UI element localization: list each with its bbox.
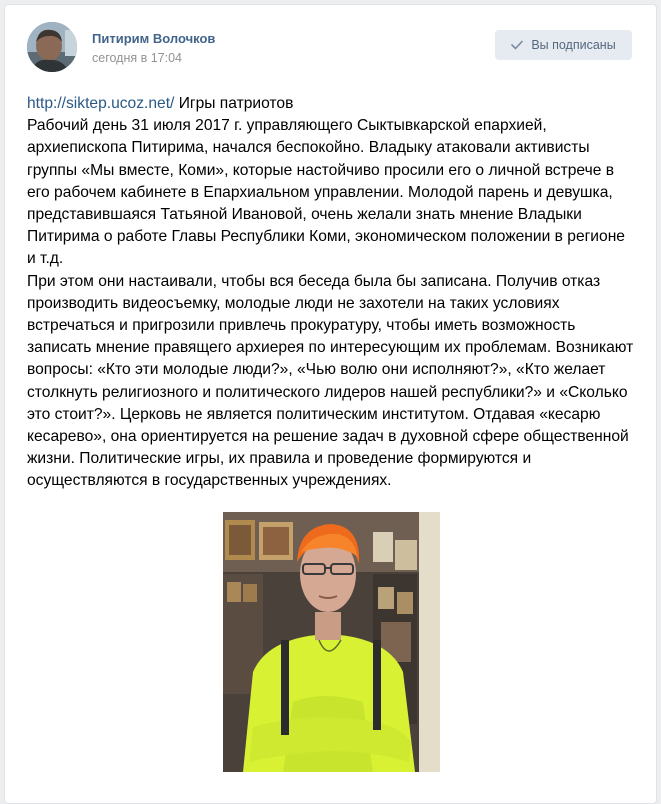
subscribed-button-label: Вы подписаны [531, 38, 616, 52]
post-date[interactable]: сегодня в 17:04 [92, 51, 182, 65]
author-name-link[interactable]: Питирим Волочков [92, 31, 216, 46]
post-text [27, 93, 637, 493]
user-avatar-icon [27, 22, 77, 72]
subscribed-button[interactable] [495, 30, 632, 60]
author-avatar[interactable] [27, 22, 77, 72]
post-card [4, 4, 657, 804]
post-paragraph-1: Рабочий день 31 июля 2017 г. управляющего Сыктывкарской епархией, архиепископа Питирима, начался беспокойно. Владыку атаковали активисты группы «Мы вместе, Коми», которые настойчиво просили его о личной встрече в его рабочем кабинете в Епархиальном управлении. Молодой парень и девушка, представившаяся Татьяной Ивановой, очень желали знать мнение Владыки Питирима о работе Главы Республики Коми, экономическом положении в регионе и т.д. [27, 117, 625, 268]
post-external-link[interactable]: http://siktep.ucoz.net/ [27, 95, 175, 112]
check-icon [511, 40, 523, 50]
post-paragraph-2: При этом они настаивали, чтобы вся беседа была бы записана. Получив отказ производить видеосъемку, молодые люди не захотели на таких условиях встречаться и пригрозили привлечь прокуратуру, чтобы иметь возможность записать мнение правящего архиерея по интересующим их проблемам. Возникают вопросы: «Кто эти молодые люди?», «Чью волю они исполняют?», «Кто желает столкнуть религиозного и политического лидеров нашей республики?» и «Сколько это стоит?». Церковь не является политическим институтом. Отдавая «кесарю кесарево», она ориентируется на решение задач в духовной сфере общественной жизни. Политические игры, их правила и проведение формируются и осуществляются в государственных учреждениях. [27, 272, 634, 490]
post-title-line [27, 93, 637, 115]
attached-photo[interactable] [223, 512, 440, 772]
attached-photo-icon [223, 512, 440, 772]
post-header [27, 22, 634, 74]
post-link-title: Игры патриотов [174, 95, 294, 112]
